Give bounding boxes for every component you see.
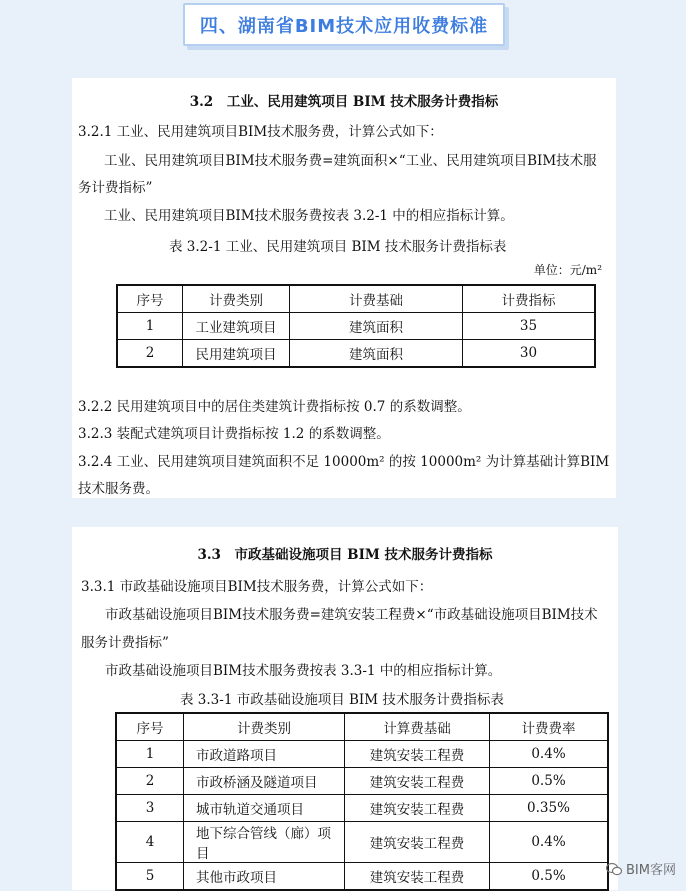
- section-banner: [183, 3, 505, 46]
- table-cell: 建筑面积: [290, 313, 463, 340]
- header-cell: 计费费率: [490, 713, 609, 741]
- table-row: [116, 768, 608, 795]
- table-row: [117, 313, 595, 340]
- table-cell: 建筑安装工程费: [345, 795, 490, 822]
- table-cell: 地下综合管线（廊）项目: [184, 822, 345, 863]
- table-row: [116, 822, 608, 863]
- header-cell: 序号: [116, 713, 184, 741]
- section-3-3-card: [72, 527, 618, 890]
- table-cell: 1: [116, 741, 184, 768]
- clause-3-3-1: 3.3.1 市政基础设施项目BIM技术服务费，计算公式如下：: [81, 579, 433, 595]
- table-cell: 建筑安装工程费: [345, 822, 490, 863]
- table-cell: 民用建筑项目: [183, 340, 290, 368]
- header-cell: 计费指标: [463, 285, 596, 313]
- banner-title: 四、湖南省BIM技术应用收费标准: [199, 15, 489, 37]
- clause-3-2-1: 3.2.1 工业、民用建筑项目BIM技术服务费，计算公式如下：: [78, 124, 443, 140]
- table-cell: 4: [116, 822, 184, 863]
- clause-3-2-4-line-1: 3.2.4 工业、民用建筑项目建筑面积不足 10000m² 的按 10000m² 为计算基础计算BIM: [78, 454, 610, 470]
- wechat-icon: [606, 862, 622, 876]
- table-cell: 1: [117, 313, 183, 340]
- section-3-3-title: 3.3 市政基础设施项目 BIM 技术服务计费指标: [197, 547, 493, 563]
- table-cell: 0.5%: [490, 863, 609, 891]
- clause-3-2-4-line-2: 技术服务费。: [78, 481, 159, 497]
- section-3-2-title: 3.2 工业、民用建筑项目 BIM 技术服务计费指标: [189, 94, 499, 110]
- table-3-2-1: [116, 284, 596, 368]
- table-cell: 建筑面积: [290, 340, 463, 368]
- table-row: [117, 340, 595, 368]
- table-cell: 0.5%: [490, 768, 609, 795]
- table-cell: 0.35%: [490, 795, 609, 822]
- formula-line-2: 服务计费指标”: [81, 635, 169, 651]
- table-row: [116, 741, 608, 768]
- header-cell: 计费类别: [183, 285, 290, 313]
- header-cell: 计费基础: [290, 285, 463, 313]
- table-3-3-1: [115, 712, 609, 891]
- table-cell: 工业建筑项目: [183, 313, 290, 340]
- table-cell: 0.4%: [490, 741, 609, 768]
- table-3-2-1-title: 表 3.2-1 工业、民用建筑项目 BIM 技术服务计费指标表: [169, 239, 507, 255]
- header-cell: 计算费基础: [345, 713, 490, 741]
- table-3-3-1-title: 表 3.3-1 市政基础设施项目 BIM 技术服务计费指标表: [180, 692, 504, 708]
- table-header-row: [116, 713, 608, 741]
- clause-3-2-2: 3.2.2 民用建筑项目中的居住类建筑计费指标按 0.7 的系数调整。: [78, 399, 471, 415]
- table-cell: 其他市政项目: [184, 863, 345, 891]
- calc-note: 工业、民用建筑项目BIM技术服务费按表 3.2-1 中的相应指标计算。: [104, 208, 514, 224]
- header-cell: 序号: [117, 285, 183, 313]
- table-cell: 建筑安装工程费: [345, 768, 490, 795]
- clause-3-2-3: 3.2.3 装配式建筑项目计费指标按 1.2 的系数调整。: [78, 426, 390, 442]
- table-row: [116, 863, 608, 891]
- table-cell: 35: [463, 313, 596, 340]
- watermark: [606, 859, 676, 878]
- unit-label: 单位：元/m²: [533, 263, 602, 277]
- table-header-row: [117, 285, 595, 313]
- header-cell: 计费类别: [184, 713, 345, 741]
- table-cell: 市政道路项目: [184, 741, 345, 768]
- table-cell: 2: [117, 340, 183, 368]
- table-cell: 建筑安装工程费: [345, 741, 490, 768]
- table-cell: 市政桥涵及隧道项目: [184, 768, 345, 795]
- table-cell: 2: [116, 768, 184, 795]
- calc-note: 市政基础设施项目BIM技术服务费按表 3.3-1 中的相应指标计算。: [105, 663, 502, 679]
- table-cell: 3: [116, 795, 184, 822]
- watermark-text: BIM客网: [626, 863, 676, 878]
- formula-line-1: 工业、民用建筑项目BIM技术服务费=建筑面积×“工业、民用建筑项目BIM技术服: [104, 153, 597, 169]
- table-row: [116, 795, 608, 822]
- table-cell: 城市轨道交通项目: [184, 795, 345, 822]
- table-cell: 建筑安装工程费: [345, 863, 490, 891]
- table-cell: 0.4%: [490, 822, 609, 863]
- table-cell: 30: [463, 340, 596, 368]
- table-cell: 5: [116, 863, 184, 891]
- formula-line-1: 市政基础设施项目BIM技术服务费=建筑安装工程费×“市政基础设施项目BIM技术: [105, 607, 598, 623]
- section-3-2-card: [72, 78, 616, 498]
- formula-line-2: 务计费指标”: [78, 180, 153, 196]
